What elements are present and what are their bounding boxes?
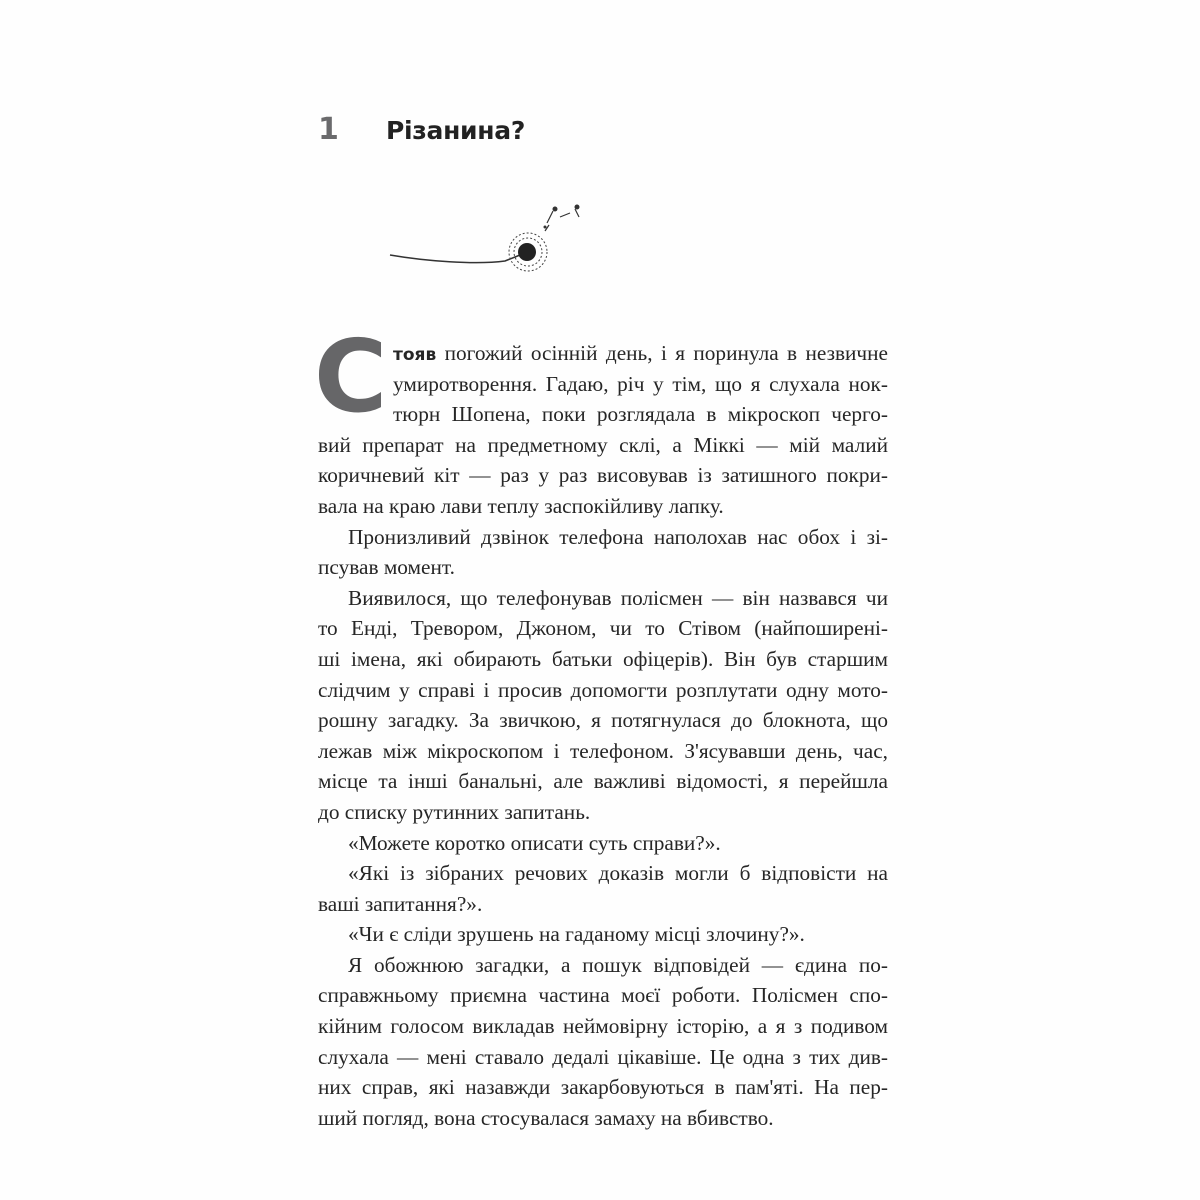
text-line xyxy=(318,399,888,430)
text-line xyxy=(318,552,888,583)
text-line-content: коричневий кіт — раз у раз висовував із затишного покри- xyxy=(318,463,888,488)
chapter-number: 1 xyxy=(318,112,339,147)
text-line-content: справжньому приємна частина моєї роботи. Полісмен спо- xyxy=(318,983,888,1008)
text-line-content: тюрн Шопена, поки розглядала в мікроскоп черго- xyxy=(393,402,888,427)
text-line-content: Пронизливий дзвінок телефона наполохав нас обох і зі- xyxy=(348,524,888,549)
text-line-content: «Які із зібраних речових доказів могли б відповісти на xyxy=(348,861,888,886)
text-line xyxy=(318,613,888,644)
text-line xyxy=(318,338,888,369)
text-line-content: рошну загадку. За звичкою, я потягнулася до блокнота, що xyxy=(318,708,888,733)
text-line-content: то Енді, Тревором, Джоном, чи то Стівом (найпоширені- xyxy=(318,616,888,641)
lead-word: тояв xyxy=(393,345,437,365)
text-line xyxy=(318,1011,888,1042)
text-line-content: вий препарат на предметному склі, а Міккі — мій малий xyxy=(318,432,888,457)
drop-cap: С xyxy=(314,318,386,435)
chapter-heading xyxy=(318,112,525,152)
text-line-content: Виявилося, що телефонував полісмен — він назвався чи xyxy=(348,585,888,610)
text-line-content: лежав між мікроскопом і телефоном. З'ясувавши день, час, xyxy=(318,738,888,763)
text-line-content: умиротворення. Гадаю, річ у тім, що я слухала нок- xyxy=(393,371,888,396)
text-line-content: Я обожнюю загадки, а пошук відповідей — єдина по- xyxy=(348,952,888,977)
text-line-content: ваші запитання?». xyxy=(318,891,483,916)
text-line xyxy=(318,1103,888,1134)
dandelion-icon xyxy=(385,195,595,275)
text-line-content: слідчим у справі і просив допомогти розплутати одну мото- xyxy=(318,677,888,702)
text-line-content: місце та інші банальні, але важливі відомості, я перейшла xyxy=(318,769,888,794)
text-line xyxy=(318,522,888,553)
text-line-content: «Можете коротко описати суть справи?». xyxy=(348,830,721,855)
text-line xyxy=(318,858,888,889)
text-line xyxy=(318,889,888,920)
text-line xyxy=(318,766,888,797)
text-line xyxy=(318,1042,888,1073)
text-line-content: псував момент. xyxy=(318,555,455,580)
text-line-content: ший погляд, вона стосувалася замаху на вбивство. xyxy=(318,1105,774,1130)
text-line xyxy=(318,369,888,400)
text-line xyxy=(318,675,888,706)
text-line-content: кійним голосом викладав неймовірну історію, а я з подивом xyxy=(318,1014,888,1039)
text-line xyxy=(318,491,888,522)
text-line xyxy=(318,460,888,491)
text-line xyxy=(318,919,888,950)
text-line-content: погожий осінній день, і я поринула в незвичне xyxy=(444,341,888,365)
text-line xyxy=(318,736,888,767)
text-line-content: них справ, які назавжди закарбовуються в пам'яті. На пер- xyxy=(318,1075,888,1100)
text-line xyxy=(318,797,888,828)
text-line xyxy=(318,980,888,1011)
text-line-content: ші імена, які обирають батьки офіцерів). Він був старшим xyxy=(318,646,888,671)
text-line xyxy=(318,828,888,859)
text-line-content: до списку рутинних запитань. xyxy=(318,799,591,824)
text-line xyxy=(318,950,888,981)
text-line xyxy=(318,583,888,614)
text-line-content: «Чи є сліди зрушень на гаданому місці злочину?». xyxy=(348,922,805,947)
text-line xyxy=(318,430,888,461)
text-line-content: вала на краю лави теплу заспокійливу лапку. xyxy=(318,493,724,518)
body-text xyxy=(318,338,888,1133)
text-line-content: слухала — мені ставало дедалі цікавіше. Це одна з тих див- xyxy=(318,1044,888,1069)
text-line xyxy=(318,644,888,675)
chapter-title: Різанина? xyxy=(386,116,526,145)
text-line xyxy=(318,705,888,736)
text-line xyxy=(318,1072,888,1103)
